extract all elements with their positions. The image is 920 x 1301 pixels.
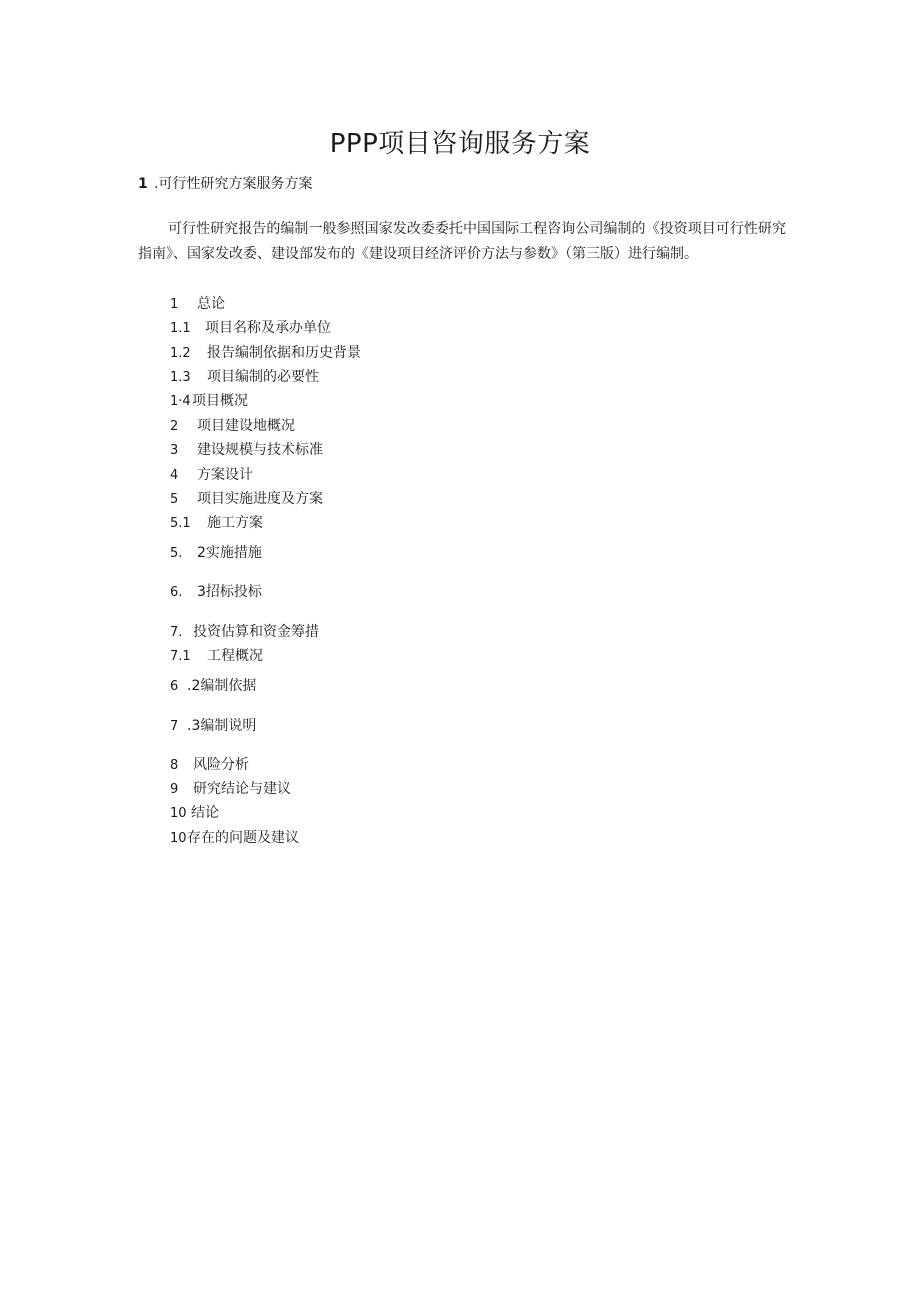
toc-item bbox=[170, 543, 262, 564]
toc-item-label: 存在的问题及建议 bbox=[187, 830, 299, 846]
toc-item-number: 1·4 bbox=[170, 394, 191, 409]
toc-item-number: 5.1 bbox=[170, 516, 191, 531]
toc-item-label: 3招标投标 bbox=[197, 584, 262, 600]
toc-item-number: 5. bbox=[170, 546, 183, 561]
toc-item-label: 2实施措施 bbox=[197, 545, 262, 561]
toc-item-label: 工程概况 bbox=[207, 648, 263, 664]
toc-item-number: 6. bbox=[170, 585, 183, 600]
toc-item-label: 总论 bbox=[197, 296, 225, 312]
toc-item-number: 1 bbox=[170, 297, 179, 312]
toc-item bbox=[170, 416, 295, 437]
toc-item bbox=[170, 513, 263, 534]
toc-item-number: 10 bbox=[170, 806, 187, 821]
toc-item bbox=[170, 803, 219, 824]
toc-item-number: 7. bbox=[170, 625, 183, 640]
toc-item bbox=[170, 391, 248, 412]
toc-item-label: 项目实施进度及方案 bbox=[197, 491, 323, 507]
toc-item bbox=[170, 676, 256, 697]
toc-item bbox=[170, 489, 323, 510]
toc-item-label: 结论 bbox=[191, 805, 219, 821]
toc-item-label: 项目概况 bbox=[192, 393, 248, 409]
page-title: PPP项目咨询服务方案 bbox=[329, 129, 591, 159]
toc-item-label: 报告编制依据和历史背景 bbox=[207, 345, 361, 361]
toc-item-number: 3 bbox=[170, 443, 179, 458]
toc-item-number: 2 bbox=[170, 419, 179, 434]
toc-item-number: 6 bbox=[170, 679, 179, 694]
section-heading bbox=[138, 174, 312, 194]
toc-item-label: 建设规模与技术标准 bbox=[197, 442, 323, 458]
toc-item bbox=[170, 294, 225, 315]
toc-item-label: 项目建设地概况 bbox=[197, 418, 295, 434]
toc-item-label: 研究结论与建议 bbox=[193, 781, 291, 797]
toc-item bbox=[170, 716, 256, 737]
toc-item bbox=[170, 440, 323, 461]
toc-item-number: 7.1 bbox=[170, 649, 191, 664]
toc-item bbox=[170, 779, 291, 800]
toc-item-number: 10 bbox=[170, 831, 187, 846]
toc-item bbox=[170, 755, 249, 776]
toc-item-number: 8 bbox=[170, 758, 179, 773]
toc-item-number: 5 bbox=[170, 492, 179, 507]
toc-item-label: 方案设计 bbox=[197, 467, 253, 483]
toc-item-number: 1.2 bbox=[170, 346, 191, 361]
toc-item bbox=[170, 646, 263, 667]
toc-item-label: 施工方案 bbox=[207, 515, 263, 531]
toc-item bbox=[170, 367, 319, 388]
toc-item-number: 1.1 bbox=[170, 321, 191, 336]
toc-item bbox=[170, 622, 319, 643]
toc-item-number: 7 bbox=[170, 719, 179, 734]
toc-item bbox=[170, 582, 262, 603]
toc-item-label: 风险分析 bbox=[193, 757, 249, 773]
toc-item-label: .3编制说明 bbox=[187, 718, 257, 734]
section-number: 1 bbox=[138, 176, 148, 192]
intro-paragraph: 可行性研究报告的编制一般参照国家发改委委托中国国际工程咨询公司编制的《投资项目可行性研究指南》、国家发改委、建设部发布的《建设项目经济评价方法与参数》（第三版）进行编制。 bbox=[138, 221, 786, 262]
toc-item bbox=[170, 318, 331, 339]
toc-item-label: 投资估算和资金筹措 bbox=[193, 624, 319, 640]
toc-item bbox=[170, 828, 299, 849]
toc-item-number: 9 bbox=[170, 782, 179, 797]
section-heading-text: .可行性研究方案服务方案 bbox=[154, 176, 313, 192]
toc-item-number: 1.3 bbox=[170, 370, 191, 385]
toc-item-label: .2编制依据 bbox=[187, 678, 257, 694]
toc-item bbox=[170, 465, 253, 486]
toc-item bbox=[170, 343, 361, 364]
toc-item-label: 项目编制的必要性 bbox=[207, 369, 319, 385]
toc-item-number: 4 bbox=[170, 468, 179, 483]
toc-item-label: 项目名称及承办单位 bbox=[205, 320, 331, 336]
